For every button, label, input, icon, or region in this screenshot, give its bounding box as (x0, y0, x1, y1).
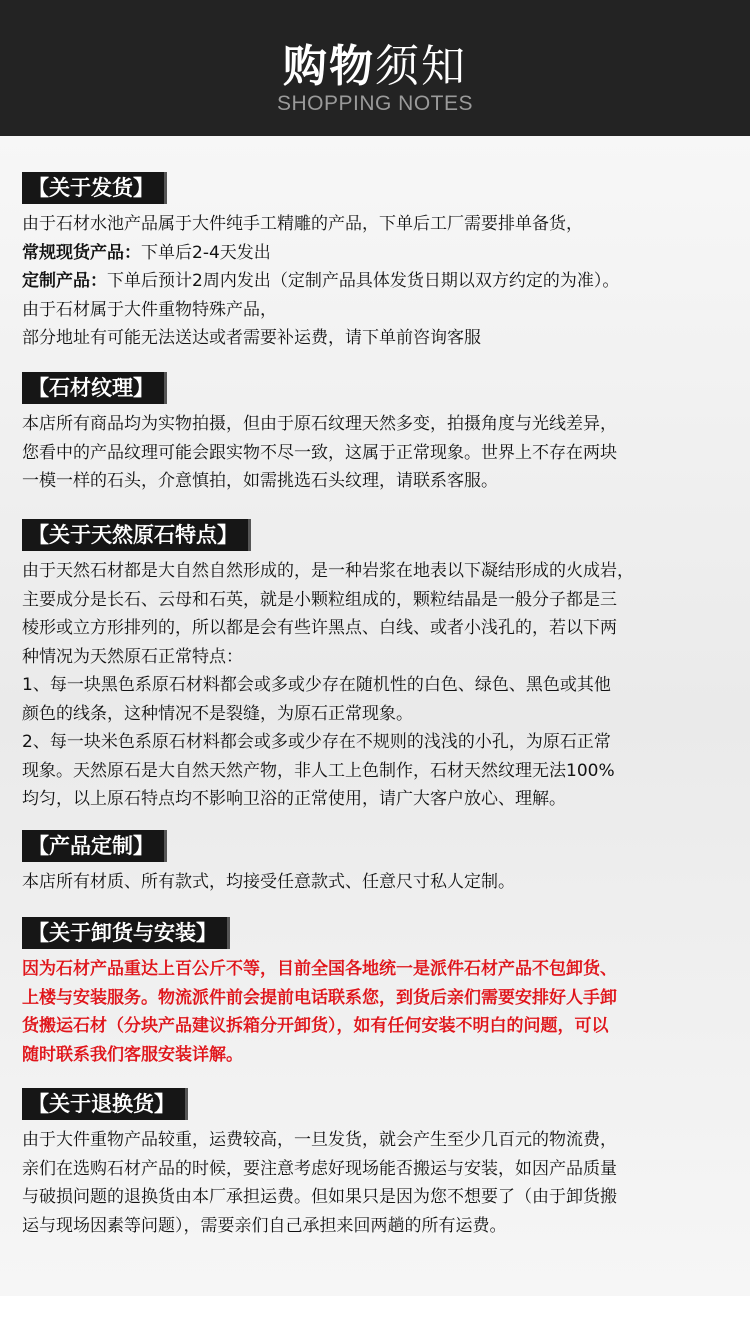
text-line (22, 267, 740, 296)
text-line: 本店所有材质、所有款式，均接受任意款式、任意尺寸私人定制。 (22, 872, 515, 892)
section-natural (22, 519, 740, 814)
text-line: 1、每一块黑色系原石材料都会或多或少存在随机性的白色、绿色、黑色或其他 (22, 675, 611, 695)
text-line (22, 239, 740, 268)
text-line: 2、每一块米色系原石材料都会或多或少存在不规则的浅浅的小孔，为原石正常 (22, 732, 611, 752)
install-text (22, 955, 740, 1069)
section-label-install: 【关于卸货与安装】 (22, 917, 230, 949)
text-line: 货搬运石材（分块产品建议拆箱分开卸货），如有任何安装不明白的问题，可以 (22, 1016, 609, 1036)
shipping-text (22, 210, 740, 353)
text-line: 由于石材水池产品属于大件纯手工精雕的产品，下单后工厂需要排单备货， (22, 214, 583, 234)
text-line: 上楼与安装服务。物流派件前会提前电话联系您，到货后亲们需要安排好人手卸 (22, 987, 617, 1008)
text-line: 因为石材产品重达上百公斤不等，目前全国各地统一是派件石材产品不包卸货、 (22, 959, 617, 979)
page-title (0, 30, 750, 94)
text-line: 您看中的产品纹理可能会跟实物不尽一致，这属于正常现象。世界上不存在两块 (22, 442, 617, 463)
section-custom (22, 830, 740, 897)
text-line: 随时联系我们客服安装详解。 (22, 1044, 243, 1065)
custom-key: 定制产品： (22, 271, 107, 291)
text-line: 部分地址有可能无法送达或者需要补运费，请下单前咨询客服 (22, 328, 481, 348)
section-returns (22, 1088, 740, 1240)
text-line: 由于大件重物产品较重，运费较高，一旦发货，就会产生至少几百元的物流费， (22, 1130, 617, 1150)
section-label-returns: 【关于退换货】 (22, 1088, 188, 1120)
custom-text (22, 868, 740, 897)
page-subtitle: SHOPPING NOTES (276, 92, 474, 115)
regular-key: 常规现货产品： (22, 242, 141, 263)
page-header (0, 0, 750, 136)
text-line: 本店所有商品均为实物拍摄，但由于原石纹理天然多变，拍摄角度与光线差异， (22, 414, 617, 434)
section-label-natural: 【关于天然原石特点】 (22, 519, 251, 551)
section-texture (22, 372, 740, 496)
section-shipping (22, 172, 740, 353)
texture-text (22, 410, 740, 496)
title-bold: 购物 (283, 41, 375, 92)
text-line: 颜色的线条，这种情况不是裂缝，为原石正常现象。 (22, 703, 413, 724)
text-line: 一模一样的石头，介意慎拍，如需挑选石头纹理，请联系客服。 (22, 471, 498, 491)
section-label-shipping: 【关于发货】 (22, 172, 167, 204)
text-line: 亲们在选购石材产品的时候，要注意考虑好现场能否搬运与安装，如因产品质量 (22, 1158, 617, 1179)
custom-val: 下单后预计2周内发出（定制产品具体发货日期以双方约定的为准）。 (107, 271, 620, 291)
title-light: 须知 (375, 41, 467, 92)
text-line: 种情况为天然原石正常特点： (22, 646, 243, 667)
text-line: 现象。天然原石是大自然天然产物，非人工上色制作，石材天然纹理无法100% (22, 760, 615, 781)
text-line: 主要成分是长石、云母和石英，就是小颗粒组成的，颗粒结晶是一般分子都是三 (22, 589, 617, 610)
notes-content (0, 136, 750, 1296)
text-line: 均匀，以上原石特点均不影响卫浴的正常使用，请广大客户放心、理解。 (22, 789, 566, 809)
bottom-margin (0, 1296, 750, 1339)
text-line: 由于天然石材都是大自然自然形成的，是一种岩浆在地表以下凝结形成的火成岩， (22, 561, 634, 581)
natural-text (22, 557, 740, 814)
returns-text (22, 1126, 740, 1240)
section-label-custom: 【产品定制】 (22, 830, 167, 862)
text-line: 棱形或立方形排列的，所以都是会有些许黑点、白线、或者小浅孔的，若以下两 (22, 618, 617, 638)
section-label-texture: 【石材纹理】 (22, 372, 167, 404)
text-line: 运与现场因素等问题），需要亲们自己承担来回两趟的所有运费。 (22, 1215, 507, 1236)
text-line: 与破损问题的退换货由本厂承担运费。但如果只是因为您不想要了（由于卸货搬 (22, 1187, 617, 1207)
regular-val: 下单后2-4天发出 (141, 242, 271, 263)
section-install (22, 917, 740, 1069)
text-line: 由于石材属于大件重物特殊产品， (22, 299, 277, 320)
